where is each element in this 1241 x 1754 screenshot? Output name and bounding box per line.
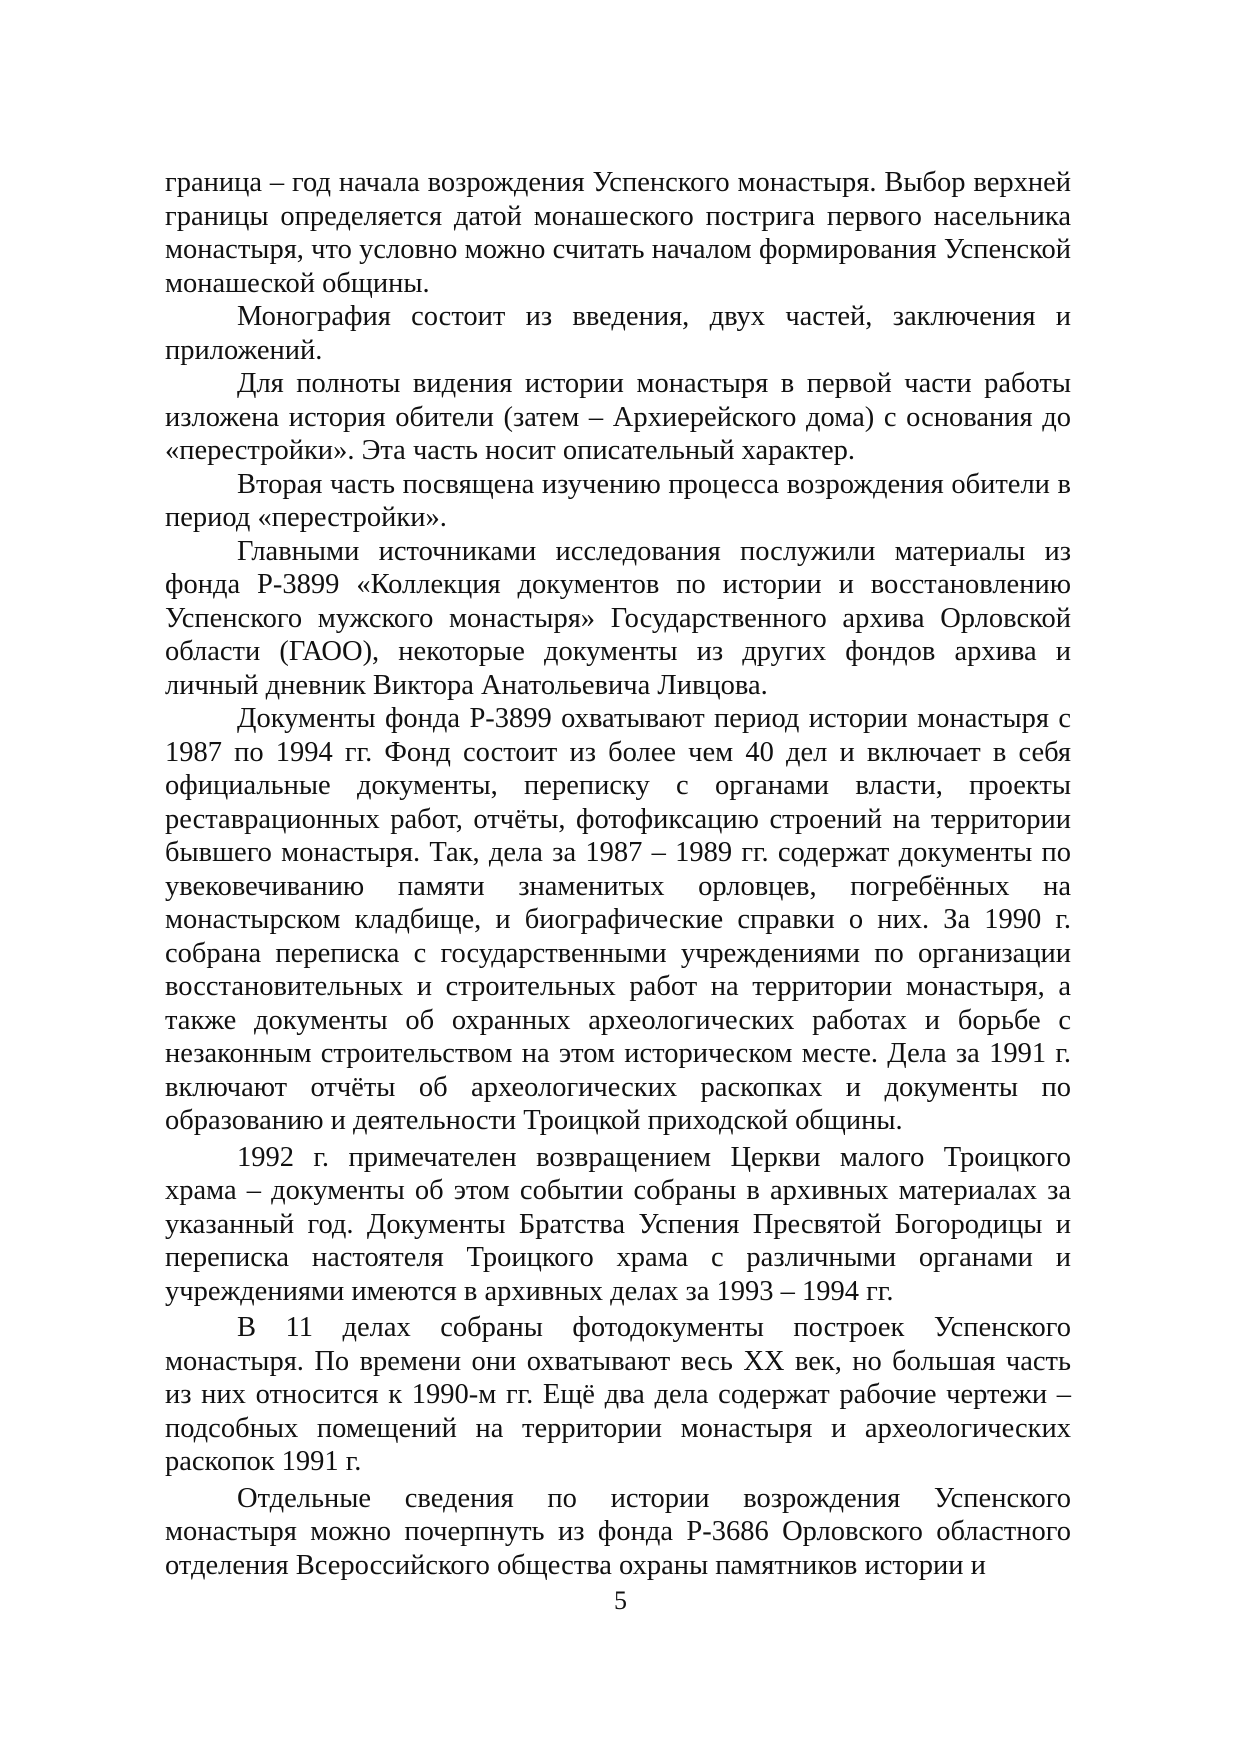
paragraph-photo-documents: В 11 делах собраны фотодокументы построек Успенского монастыря. По времени они охватывают весь XX век, но большая часть из них относится к 1990-м гг. Ещё два дела содержат рабочие чертежи – подсобных помещений на территории монастыря и археологических раскопок 1991 г. <box>165 1312 1071 1477</box>
paragraph-1992: 1992 г. примечателен возвращением Церкви малого Троицкого храма – документы об этом событии собраны в архивных материалах за указанный год. Документы Братства Успения Пресвятой Богородицы и переписка настоятеля Троицкого храма с различными органами и учреждениями имеются в архивных делах за 1993 – 1994 гг. <box>165 1141 1071 1307</box>
paragraph-sources: Главными источниками исследования послужили материалы из фонда Р-3899 «Коллекция документов по истории и восстановлению Успенского мужского монастыря» Государственного архива Орловской области (ГАОО), некоторые документы из других фондов архива и личный дневник Виктора Анатольевича Ливцова. <box>165 535 1071 701</box>
paragraph-fond-r3686: Отдельные сведения по истории возрождения Успенского монастыря можно почерпнуть из фонда Р-3686 Орловского областного отделения Всероссийского общества охраны памятников истории и <box>165 1482 1071 1581</box>
paragraph-part-two: Вторая часть посвящена изучению процесса возрождения обители в период «перестройки». <box>165 468 1071 533</box>
paragraph-continuation: граница – год начала возрождения Успенского монастыря. Выбор верхней границы определяется датой монашеского пострига первого насельника монастыря, что условно можно считать началом формирования Успенской монашеской общины. <box>165 167 1071 299</box>
body-text <box>165 166 1071 1582</box>
paragraph-fond-r3899: Документы фонда Р-3899 охватывают период истории монастыря с 1987 по 1994 гг. Фонд состоит из более чем 40 дел и включает в себя официальные документы, переписку с органами власти, проекты реставрационных работ, отчёты, фотофиксацию строений на территории бывшего монастыря. Так, дела за 1987 – 1989 гг. содержат документы по увековечиванию памяти знаменитых орловцев, погребённых на монастырском кладбище, и биографические справки о них. За 1990 г. собрана переписка с государственными учреждениями по организации восстановительных и строительных работ на территории монастыря, а также документы об охранных археологических работах и борьбе с незаконным строительством на этом историческом месте. Дела за 1991 г. включают отчёты об археологических раскопках и документы по образованию и деятельности Троицкой приходской общины. <box>165 703 1071 1136</box>
paragraph-part-one: Для полноты видения истории монастыря в первой части работы изложена история обители (затем – Архиерейского дома) с основания до «перестройки». Эта часть носит описательный характер. <box>165 368 1071 466</box>
page-number: 5 <box>614 1586 627 1615</box>
paragraph-structure: Монография состоит из введения, двух частей, заключения и приложений. <box>165 301 1071 366</box>
